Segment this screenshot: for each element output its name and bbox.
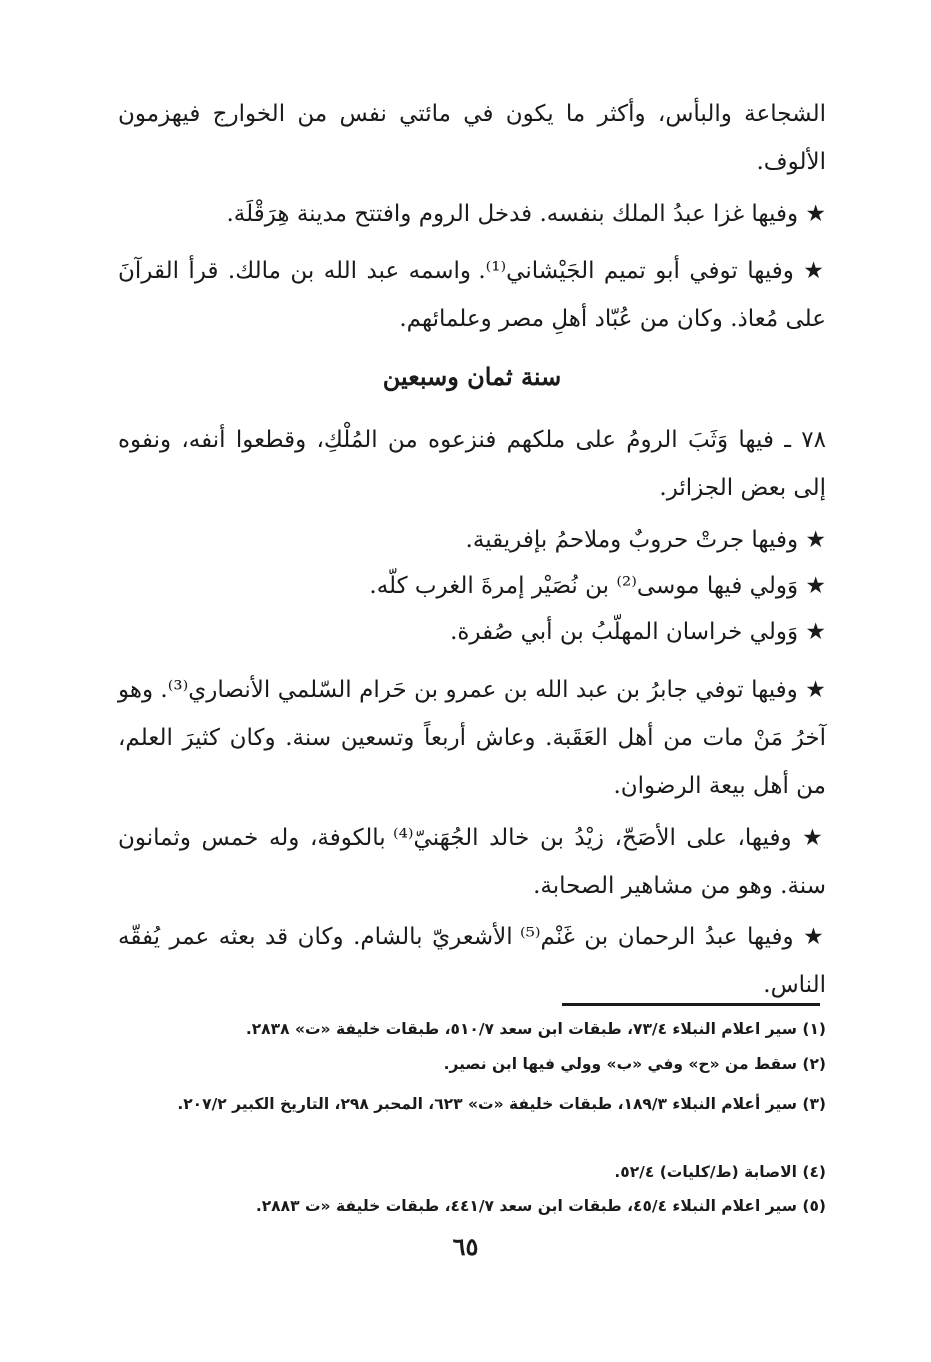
- paragraph-abu-tamim: ★ وفيها توفي أبو تميم الجَيْشاني⁽¹⁾. واسمه عبد الله بن مالك. قرأ القرآنَ على مُعاذ. وكان من عُبّاد أهلِ مصر وعلمائهم.: [118, 258, 827, 332]
- paragraph-jabir: ★ وفيها توفي جابرُ بن عبد الله بن عمرو بن حَرام السّلمي الأنصاري⁽³⁾. وهو آخرُ مَنْ مات من أهل العَقَبة. وعاش أربعاً وتسعين سنة. وكان كثيرَ العلم، من أهل بيعة الرضوان.: [118, 677, 826, 799]
- paragraph-abd-al-malik-campaign: ★ وفيها غزا عبدُ الملك بنفسه. فدخل الروم وافتتح مدينة هِرَقْلَة.: [226, 201, 826, 227]
- footnote-4: (٤) الاصابة (ط/كليات) ٥٢/٤.: [614, 1163, 826, 1181]
- footnote-5: (٥) سير اعلام النبلاء ٤٥/٤، طبقات ابن سعد ٤٤١/٧، طبقات خليفة «ت ٢٨٨٣.: [255, 1197, 826, 1215]
- paragraph-continuation: الشجاعة والبأس، وأكثر ما يكون في مائتي نفس من الخوارج فيهزمون الألوف.: [118, 101, 826, 175]
- paragraph-year-78: ٧٨ ـ فيها وَثَبَ الرومُ على ملكهم فنزعوه من المُلْكِ، وقطعوا أنفه، ونفوه إلى بعض الجزائر.: [118, 427, 826, 501]
- footnote-1: (١) سير اعلام النبلاء ٧٣/٤، طبقات ابن سعد ٥١٠/٧، طبقات خليفة «ت» ٢٨٣٨.: [245, 1020, 826, 1038]
- footnote-divider: [562, 1003, 820, 1006]
- page-number: ٦٥: [452, 1232, 479, 1261]
- paragraph-abd-al-rahman-ghanm: ★ وفيها عبدُ الرحمان بن غَنْم⁽⁵⁾ الأشعريّ بالشام. وكان قد بعثه عمر يُفقّه الناس.: [118, 924, 826, 998]
- paragraph-musa-bin-nusayr: ★ وَولي فيها موسى⁽²⁾ بن نُصَيْر إمرةَ الغرب كلّه.: [369, 573, 826, 599]
- paragraph-zayd-bin-khalid: ★ وفيها، على الأصَحّ، زيْدُ بن خالد الجُهَنيّ⁽⁴⁾ بالكوفة، وله خمس وثمانون سنة. وهو من مشاهير الصحابة.: [118, 825, 826, 899]
- footnote-3: (٣) سير أعلام النبلاء ١٨٩/٣، طبقات خليفة «ت» ٦٢٣، المحبر ٢٩٨، التاريخ الكبير ٢٠٧/٢.: [177, 1095, 826, 1113]
- paragraph-ifriqiya-wars: ★ وفيها جرتْ حروبٌ وملاحمُ بإفريقية.: [465, 527, 826, 553]
- footnote-2: (٢) سقط من «ح» وفي «ب» وولي فيها ابن نصير.: [443, 1055, 826, 1073]
- year-heading: سنة ثمان وسبعين: [382, 362, 562, 391]
- paragraph-muhallab: ★ وَولي خراسان المهلّبُ بن أبي صُفرة.: [450, 619, 826, 645]
